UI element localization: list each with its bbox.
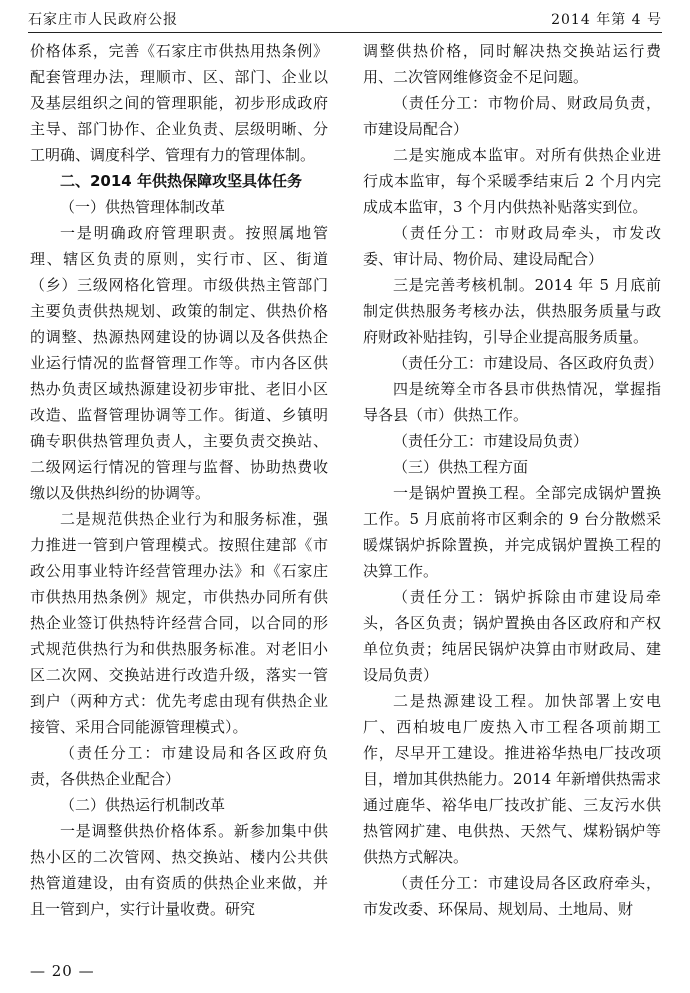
subsection-heading: （二）供热运行机制改革 — [60, 796, 226, 814]
paragraph: 四是统筹全市各县市供热情况，掌握指导各县（市）供热工作。 — [363, 380, 661, 424]
paragraph: （责任分工：市财政局牵头，市发改委、审计局、物价局、建设局配合） — [363, 224, 661, 268]
paragraph: （责任分工：市建设局和各区政府负责，各供热企业配合） — [30, 744, 328, 788]
left-column — [30, 38, 328, 922]
paragraph: 调整供热价格，同时解决热交换站运行费用、二次管网维修资金不足问题。 — [363, 42, 661, 86]
paragraph: 二是实施成本监审。对所有供热企业进行成本监审，每个采暖季结束后 2 个月内完成成本监审，3 个月内供热补贴落实到位。 — [363, 146, 661, 216]
paragraph: 价格体系，完善《石家庄市供热用热条例》配套管理办法，理顺市、区、部门、企业以及基层组织之间的管理职能，初步形成政府主导、部门协作、企业负责、层级明晰、分工明确、调度科学、管理有力的管理体制。 — [30, 42, 328, 164]
paragraph: （责任分工：市建设局负责） — [393, 432, 589, 450]
subsection-heading: （一）供热管理体制改革 — [60, 198, 226, 216]
issue-number: 2014 年第 4 号 — [551, 12, 662, 28]
page-number: — 20 — — [30, 962, 95, 980]
subsection-heading: （三）供热工程方面 — [393, 458, 529, 476]
header-rule — [28, 32, 662, 33]
paragraph: 三是完善考核机制。2014 年 5 月底前制定供热服务考核办法，供热服务质量与政府财政补贴挂钩，引导企业提高服务质量。 — [363, 276, 661, 346]
paragraph: 一是锅炉置换工程。全部完成锅炉置换工作。5 月底前将市区剩余的 9 台分散燃采暖煤锅炉拆除置换，并完成锅炉置换工程的决算工作。 — [363, 484, 661, 580]
paragraph: （责任分工：市建设局、各区政府负责） — [393, 354, 664, 372]
paragraph: （责任分工：锅炉拆除由市建设局牵头，各区负责；锅炉置换由各区政府和产权单位负责；纯居民锅炉决算由市财政局、建设局负责） — [363, 588, 661, 684]
paragraph: （责任分工：市建设局各区政府牵头，市发改委、环保局、规划局、土地局、财 — [363, 874, 661, 918]
page-header — [28, 8, 662, 30]
paragraph: 一是明确政府管理职责。按照属地管理、辖区负责的原则，实行市、区、街道（乡）三级网格化管理。市级供热主管部门主要负责供热规划、政策的制定、供热价格的调整、热源热网建设的协调以及各供热企业运行情况的监督管理工作等。市内各区供热办负责区域热源建设初步审批、老旧小区改造、监督管理协调等工作。街道、乡镇明确专职供热管理负责人，主要负责交换站、二级网运行情况的管理与监督、协助热费收缴以及供热纠纷的协调等。 — [30, 224, 328, 502]
paragraph: 二是规范供热企业行为和服务标准，强力推进一管到户管理模式。按照住建部《市政公用事业特许经营管理办法》和《石家庄市供热用热条例》规定，市供热办同所有供热企业签订供热特许经营合同，以合同的形式规范供热行为和供热服务标准。对老旧小区二次网、交换站进行改造升级，落实一管到户（两种方式：优先考虑由现有供热企业接管、采用合同能源管理模式）。 — [30, 510, 328, 736]
section-heading: 二、2014 年供热保障攻坚具体任务 — [60, 172, 302, 190]
paragraph: （责任分工：市物价局、财政局负责，市建设局配合） — [363, 94, 661, 138]
right-column — [363, 38, 664, 922]
journal-title: 石家庄市人民政府公报 — [28, 12, 178, 28]
paragraph: 二是热源建设工程。加快部署上安电厂、西柏坡电厂废热入市工程各项前期工作，尽早开工建设。推进裕华热电厂技改项目，增加其供热能力。2014 年新增供热需求通过鹿华、裕华电厂技改扩能、三友污水供热管网扩建、电供热、天然气、煤粉锅炉等供热方式解决。 — [363, 692, 661, 866]
paragraph: 一是调整供热价格体系。新参加集中供热小区的二次管网、热交换站、楼内公共供热管道建设，由有资质的供热企业来做，并且一管到户，实行计量收费。研究 — [30, 822, 328, 918]
